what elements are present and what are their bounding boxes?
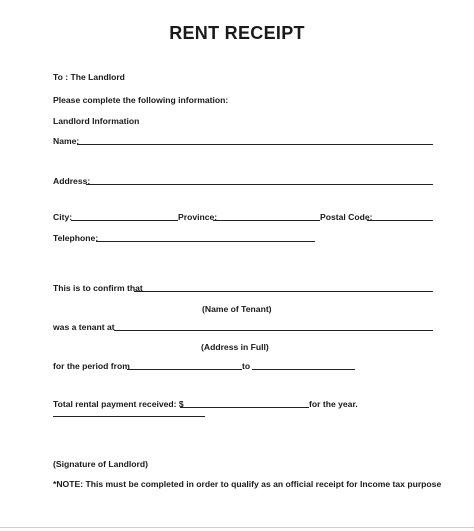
signature-field-line[interactable] — [53, 416, 205, 417]
footnote: *NOTE: This must be completed in order to qualify as an official receipt for Income tax purpose — [53, 479, 442, 489]
landlord-info-heading: Landlord Information — [53, 116, 140, 126]
name-label: Name: — [53, 136, 80, 146]
tenant-at-label: was a tenant at — [53, 322, 115, 332]
page-bottom-divider — [0, 527, 474, 528]
payment-suffix: for the year. — [309, 399, 358, 409]
to-landlord-line: To : The Landlord — [53, 72, 125, 82]
confirm-intro: This is to confirm that — [53, 283, 143, 293]
address-in-full-caption: (Address in Full) — [201, 342, 269, 352]
period-from-label: for the period from — [53, 361, 130, 371]
name-of-tenant-caption: (Name of Tenant) — [202, 304, 272, 314]
page-title: RENT RECEIPT — [169, 23, 305, 43]
instruction-text: Please complete the following information: — [53, 95, 229, 105]
name-field-line[interactable] — [77, 144, 433, 145]
postal-code-label: Postal Code: — [320, 212, 373, 222]
signature-caption: (Signature of Landlord) — [53, 459, 149, 469]
period-from-field-line[interactable] — [127, 369, 242, 370]
tenant-address-field-line[interactable] — [114, 330, 433, 331]
city-label: City: — [53, 212, 73, 222]
period-to-field-line[interactable] — [252, 369, 355, 370]
province-label: Province: — [178, 212, 218, 222]
payment-amount-field-line[interactable] — [180, 407, 309, 408]
city-field-line[interactable] — [71, 220, 178, 221]
period-to-label: to — [242, 361, 251, 371]
postal-code-field-line[interactable] — [367, 220, 433, 221]
telephone-field-line[interactable] — [96, 241, 315, 242]
payment-label: Total rental payment received: $ — [53, 399, 184, 409]
address-label: Address: — [53, 176, 91, 186]
telephone-label: Telephone: — [53, 233, 99, 243]
tenant-name-field-line[interactable] — [134, 291, 433, 292]
address-field-line[interactable] — [86, 184, 433, 185]
province-field-line[interactable] — [213, 220, 320, 221]
